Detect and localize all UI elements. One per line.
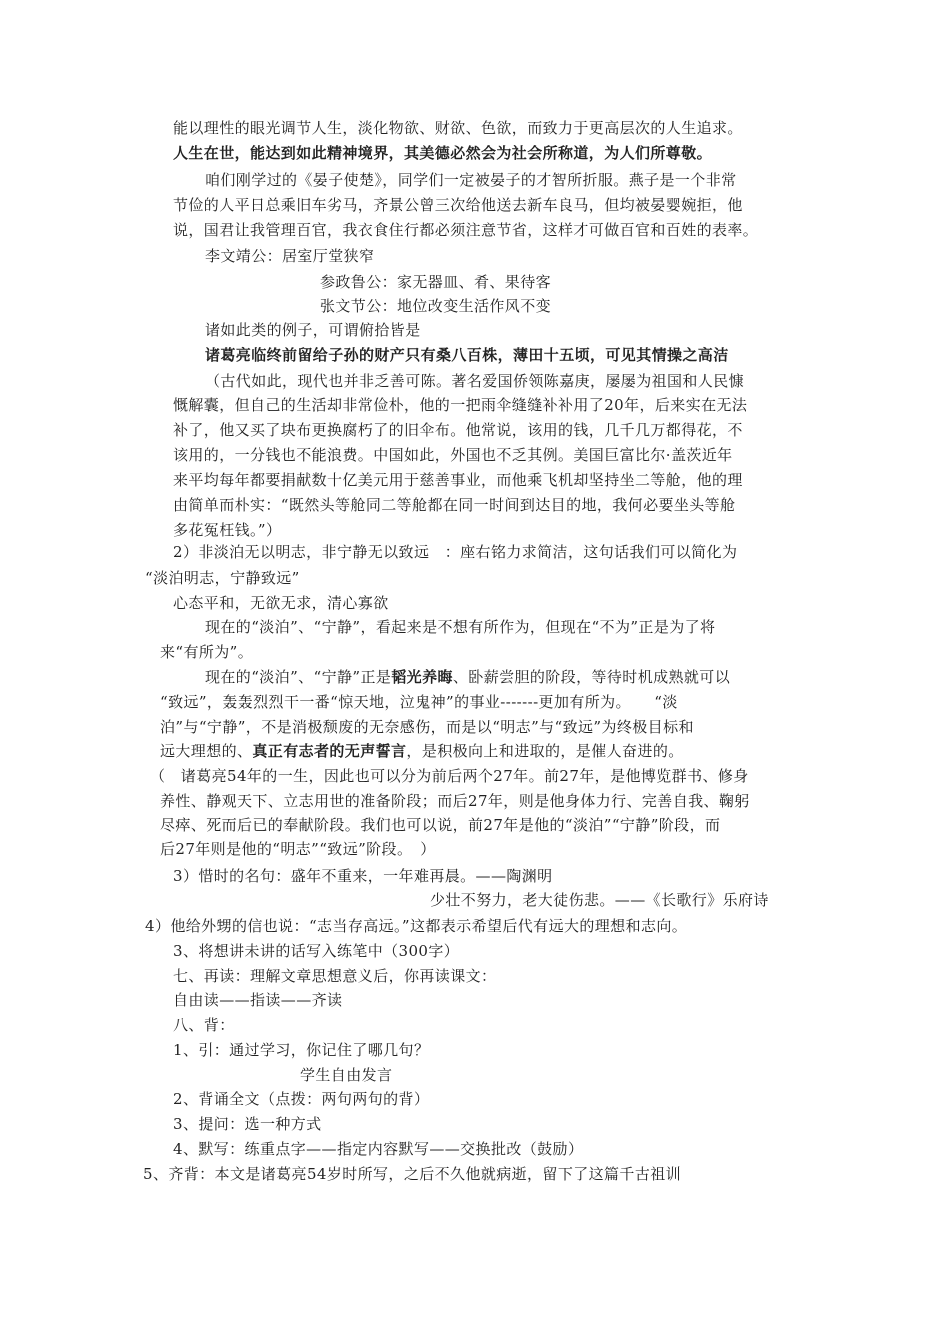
text-segment: “淡泊明志，宁静致远”: [145, 569, 300, 587]
text-line: [160, 741, 684, 761]
text-line: [145, 916, 687, 936]
text-line: [173, 395, 747, 415]
text-segment: 远大理想的、: [160, 742, 253, 760]
text-line: [173, 990, 342, 1010]
text-segment: 3、将想讲未讲的话写入练笔中（300字）: [173, 942, 460, 960]
text-line: [205, 246, 374, 266]
bold-text-segment: 韬光养晦: [391, 668, 453, 686]
text-segment: 自由读——指读——齐读: [173, 991, 343, 1009]
bold-text-segment: 诸葛亮临终前留给子孙的财产只有桑八百株，薄田十五顷，可见其情操之高洁: [205, 346, 729, 364]
text-line: [173, 966, 496, 986]
text-segment: 少壮不努力，老大徒伤悲。——《长歌行》乐府诗: [430, 891, 769, 909]
text-line: [430, 890, 769, 910]
text-line: [173, 420, 743, 440]
text-segment: 学生自由发言: [300, 1066, 393, 1084]
text-line: [300, 1065, 392, 1085]
text-segment: 诸如此类的例子，可谓俯拾皆是: [205, 321, 421, 339]
text-line: [173, 195, 743, 215]
text-line: [173, 1089, 429, 1109]
text-segment: 3、提问：选一种方式: [173, 1115, 322, 1133]
text-line: [173, 118, 743, 138]
text-line: [143, 1164, 681, 1184]
text-line: [205, 617, 715, 637]
text-segment: 5、齐背：本文是诸葛亮54岁时所写，之后不久他就病逝，留下了这篇千古祖训: [143, 1165, 682, 1183]
text-line: [160, 815, 720, 835]
text-segment: 多花冤枉钱。”）: [173, 521, 282, 539]
text-segment: 泊”与“宁静”，不是消极颓废的无奈感伤，而是以“明志”与“致远”为终极目标和: [160, 718, 694, 736]
text-line: [160, 642, 253, 662]
text-segment: 来平均每年都要捐献数十亿美元用于慈善事业，而他乘飞机却坚持坐二等舱，他的理: [173, 471, 743, 489]
text-line: [173, 143, 712, 163]
text-line: [205, 170, 737, 190]
text-segment: 现在的“淡泊”、“宁静”，看起来是不想有所作为，但现在“不为”正是为了将: [205, 618, 716, 636]
text-line: [173, 470, 743, 490]
text-segment: 2）非淡泊无以明志，非宁静无以致远 ：座右铭力求简洁，这句话我们可以简化为: [173, 543, 738, 561]
text-segment: 来“有所为”。: [160, 643, 254, 661]
text-segment: （古代如此，现代也并非乏善可陈。著名爱国侨领陈嘉庚，屡屡为祖国和人民慷: [205, 372, 745, 390]
text-segment: 1、引：通过学习，你记住了哪几句？: [173, 1041, 430, 1059]
text-line: [173, 542, 737, 562]
text-segment: 张文节公：地位改变生活作风不变: [320, 297, 552, 315]
text-segment: 现在的“淡泊”、“宁静”正是: [205, 668, 392, 686]
text-segment: 4、默写：练重点字——指定内容默写——交换批改（鼓励）: [173, 1140, 584, 1158]
text-segment: 说，国君让我管理百官，我衣食住行都必须注意节省，这样才可做百官和百姓的表率。: [173, 221, 759, 239]
text-segment: 3）惜时的名句：盛年不重来，一年难再晨。——陶渊明: [173, 867, 553, 885]
text-segment: 补了，他又买了块布更换腐朽了的旧伞布。他常说，该用的钱，几千几万都得花，不: [173, 421, 743, 439]
text-line: [205, 345, 729, 365]
bold-text-segment: 真正有志者的无声誓言: [252, 742, 407, 760]
text-line: [320, 296, 551, 316]
text-segment: ，是积极向上和进取的，是催人奋进的。: [406, 742, 684, 760]
text-line: [205, 320, 421, 340]
text-line: [173, 220, 758, 240]
text-line: [160, 692, 678, 712]
text-line: [205, 371, 744, 391]
text-line: [145, 568, 300, 588]
text-segment: 参政鲁公：家无器皿、肴、果待客: [320, 273, 552, 291]
text-line: [173, 445, 733, 465]
text-segment: （ 诸葛亮54年的一生，因此也可以分为前后两个27年。前27年，是他博览群书、修身: [150, 767, 749, 785]
text-segment: 养性、静观天下、立志用世的准备阶段；而后27年，则是他身体力行、完善自我、鞠躬: [160, 792, 750, 810]
text-segment: 2、背诵全文（点拨：两句两句的背）: [173, 1090, 430, 1108]
text-line: [160, 717, 694, 737]
text-line: [173, 1040, 429, 1060]
text-segment: 由简单而朴实：“既然头等舱同二等舱都在同一时间到达目的地，我何必要坐头等舱: [173, 496, 736, 514]
text-line: [173, 520, 281, 540]
text-segment: 能以理性的眼光调节人生，淡化物欲、财欲、色欲，而致力于更高层次的人生追求。: [173, 119, 743, 137]
text-line: [160, 791, 750, 811]
text-segment: 该用的，一分钱也不能浪费。中国如此，外国也不乏其例。美国巨富比尔·盖茨近年: [173, 446, 733, 464]
text-line: [173, 1114, 322, 1134]
text-line: [173, 1015, 235, 1035]
text-segment: 七、再读：理解文章思想意义后，你再读课文：: [173, 967, 497, 985]
text-segment: 慨解囊，但自己的生活却非常俭朴，他的一把雨伞缝缝补补用了20年，后来实在无法: [173, 396, 748, 414]
text-line: [173, 941, 459, 961]
text-line: [320, 272, 551, 292]
bold-text-segment: 人生在世，能达到如此精神境界，其美德必然会为社会所称道，为人们所尊敬。: [173, 144, 713, 162]
text-segment: 节俭的人平日总乘旧车劣马，齐景公曾三次给他送去新车良马，但均被晏婴婉拒，他: [173, 196, 743, 214]
text-segment: “致远”，轰轰烈烈干一番“惊天地，泣鬼神”的事业-------更加有所为。 “淡: [160, 693, 678, 711]
text-line: [173, 593, 389, 613]
text-segment: 4）他给外甥的信也说：“志当存高远。”这都表示希望后代有远大的理想和志向。: [145, 917, 688, 935]
text-segment: 心态平和，无欲无求，清心寡欲: [173, 594, 389, 612]
text-segment: 后27年则是他的“明志”“致远”阶段。 ）: [160, 840, 436, 858]
text-line: [173, 495, 735, 515]
text-segment: 咱们刚学过的《晏子使楚》，同学们一定被晏子的才智所折服。燕子是一个非常: [205, 171, 737, 189]
text-segment: 尽瘁、死而后已的奉献阶段。我们也可以说，前27年是他的“淡泊”“宁静”阶段，而: [160, 816, 721, 834]
text-line: [173, 1139, 583, 1159]
text-segment: 李文靖公：居室厅堂狭窄: [205, 247, 375, 265]
text-line: [160, 839, 436, 859]
text-segment: 、卧薪尝胆的阶段，等待时机成熟就可以: [452, 668, 731, 686]
text-line: [205, 667, 730, 687]
text-line: [150, 766, 749, 786]
text-line: [173, 866, 553, 886]
text-segment: 八、背：: [173, 1016, 235, 1034]
